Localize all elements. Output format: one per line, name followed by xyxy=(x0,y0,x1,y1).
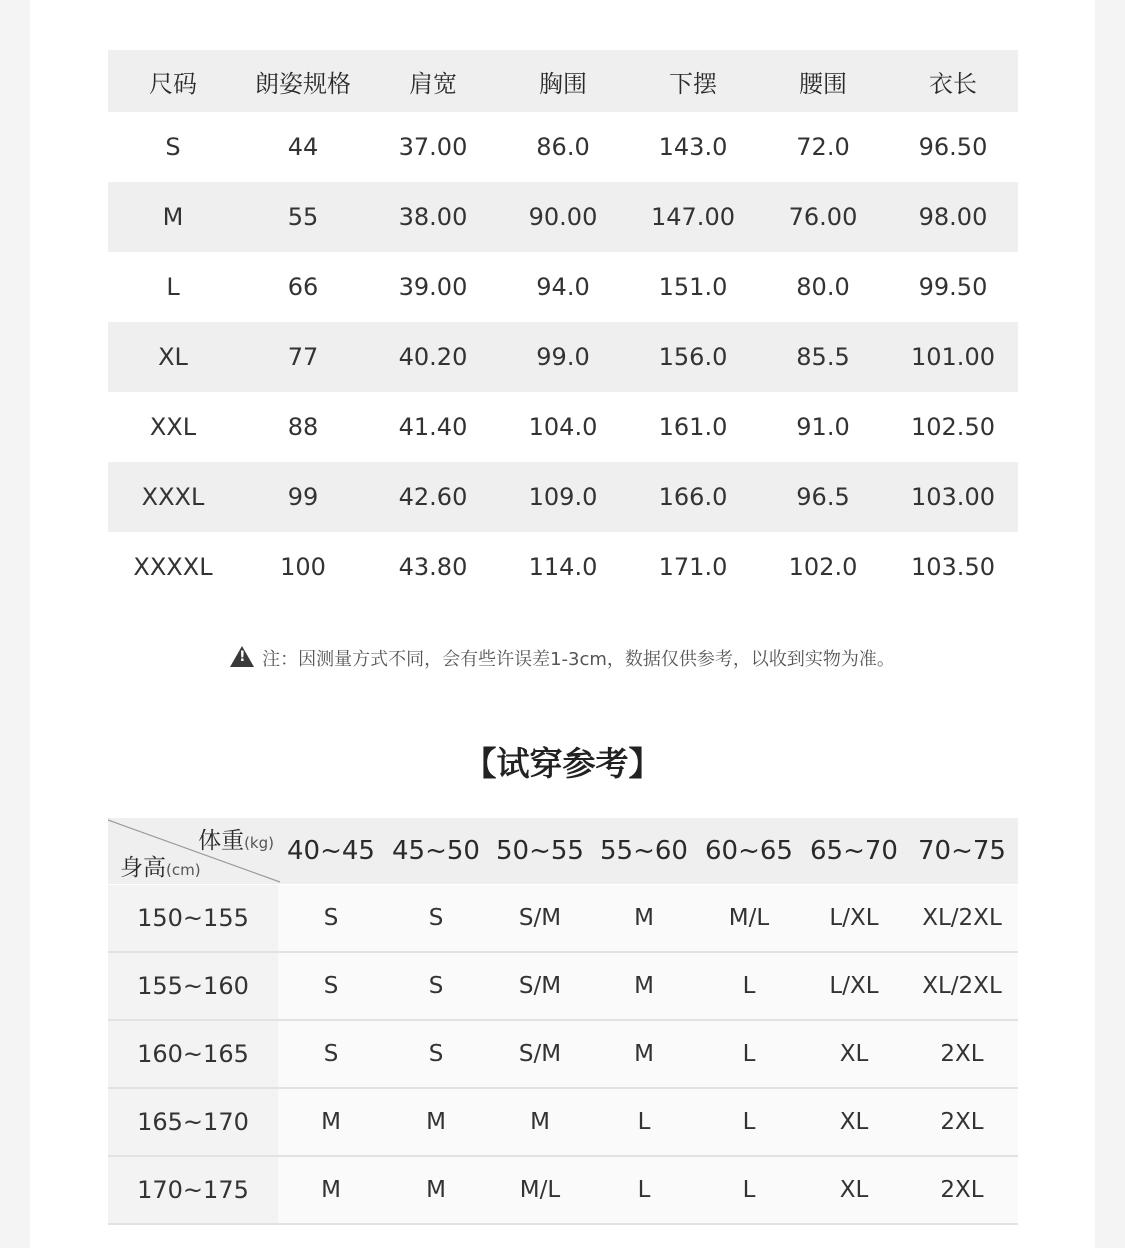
cell-spec: 99 xyxy=(238,462,368,532)
cell-size: XXL xyxy=(149,413,197,441)
fit-size-cell: M xyxy=(384,1088,488,1156)
cell-length: 101.00 xyxy=(888,322,1018,392)
cell-length: 96.50 xyxy=(918,133,988,161)
table-row xyxy=(108,182,1018,252)
note-text: 注：因测量方式不同，会有些许误差1-3cm，数据仅供参考，以收到实物为准。 xyxy=(262,649,895,670)
fit-size-cell: M xyxy=(592,1020,696,1088)
fit-size-cell: L xyxy=(592,1088,696,1156)
weight-range-header: 50~55 xyxy=(488,818,592,885)
fit-size-cell: S xyxy=(384,885,488,953)
cell-waist: 85.5 xyxy=(758,322,888,392)
height-range-cell: 160~165 xyxy=(108,1020,278,1088)
cell-size: S xyxy=(165,133,181,161)
fit-size-cell: 2XL xyxy=(906,1088,1018,1156)
fit-size-cell: L xyxy=(592,1156,696,1224)
table-row xyxy=(108,322,1018,392)
weight-unit: (kg) xyxy=(244,834,274,852)
cell-hem: 147.00 xyxy=(628,182,758,252)
cell-spec: 100 xyxy=(280,553,326,581)
table-row xyxy=(108,112,1018,182)
cell-shoulder: 43.80 xyxy=(398,553,468,581)
cell-size: L xyxy=(166,273,180,301)
fit-size-cell: M/L xyxy=(488,1156,592,1224)
cell-hem: 156.0 xyxy=(628,322,758,392)
weight-range-header: 40~45 xyxy=(278,818,384,885)
fit-size-cell: S xyxy=(384,1020,488,1088)
cell-hem: 161.0 xyxy=(658,413,728,441)
weight-range-header: 45~50 xyxy=(384,818,488,885)
table-row xyxy=(108,462,1018,532)
fit-size-cell: S xyxy=(278,885,384,953)
fit-size-cell: L xyxy=(696,1020,802,1088)
fit-size-cell: L xyxy=(696,1156,802,1224)
cell-waist: 91.0 xyxy=(796,413,850,441)
cell-shoulder: 38.00 xyxy=(368,182,498,252)
height-range-cell: 150~155 xyxy=(108,885,278,953)
cell-size: XL xyxy=(108,322,238,392)
fit-size-cell: XL xyxy=(802,1088,906,1156)
header-bust: 胸围 xyxy=(498,50,628,112)
height-range-cell: 170~175 xyxy=(108,1156,278,1224)
fit-size-cell: L xyxy=(696,952,802,1020)
cell-size: XXXXL xyxy=(133,553,213,581)
cell-length: 102.50 xyxy=(911,413,995,441)
cell-hem: 151.0 xyxy=(658,273,728,301)
cell-spec: 44 xyxy=(287,133,319,161)
weight-label xyxy=(198,822,274,855)
header-length: 衣长 xyxy=(888,50,1018,112)
height-label xyxy=(120,849,201,882)
cell-size: M xyxy=(108,182,238,252)
fit-size-cell: M xyxy=(384,1156,488,1224)
fit-size-cell: XL/2XL xyxy=(906,885,1018,953)
cell-spec: 55 xyxy=(238,182,368,252)
cell-spec: 88 xyxy=(287,413,319,441)
cell-bust: 109.0 xyxy=(498,462,628,532)
cell-bust: 114.0 xyxy=(528,553,598,581)
fit-size-cell: S xyxy=(278,952,384,1020)
cell-length: 98.00 xyxy=(888,182,1018,252)
header-shoulder: 肩宽 xyxy=(368,50,498,112)
fit-size-cell: L xyxy=(696,1088,802,1156)
table-row xyxy=(108,252,1018,322)
measurement-note xyxy=(0,645,1125,671)
cell-length: 103.00 xyxy=(888,462,1018,532)
fit-size-cell: S/M xyxy=(488,1020,592,1088)
cell-shoulder: 37.00 xyxy=(398,133,468,161)
header-size: 尺码 xyxy=(108,50,238,112)
cell-hem: 171.0 xyxy=(658,553,728,581)
table-row xyxy=(108,1156,1018,1224)
cell-bust: 94.0 xyxy=(536,273,590,301)
weight-range-header: 70~75 xyxy=(906,818,1018,885)
fit-size-cell: XL/2XL xyxy=(906,952,1018,1020)
fit-size-cell: M xyxy=(278,1088,384,1156)
cell-shoulder: 39.00 xyxy=(398,273,468,301)
cell-spec: 66 xyxy=(287,273,319,301)
fit-reference-table xyxy=(108,818,1018,1225)
cell-shoulder: 41.40 xyxy=(398,413,468,441)
height-unit: (cm) xyxy=(166,861,201,879)
cell-bust: 99.0 xyxy=(498,322,628,392)
height-range-cell: 155~160 xyxy=(108,952,278,1020)
table-row xyxy=(108,1088,1018,1156)
table-row xyxy=(108,952,1018,1020)
cell-waist: 96.5 xyxy=(758,462,888,532)
fit-size-cell: M/L xyxy=(696,885,802,953)
cell-spec: 77 xyxy=(238,322,368,392)
cell-length: 103.50 xyxy=(911,553,995,581)
fit-size-cell: XL xyxy=(802,1020,906,1088)
cell-waist: 80.0 xyxy=(796,273,850,301)
height-label-text: 身高 xyxy=(120,855,166,881)
weight-range-header: 55~60 xyxy=(592,818,696,885)
weight-range-header: 65~70 xyxy=(802,818,906,885)
cell-shoulder: 40.20 xyxy=(368,322,498,392)
weight-label-text: 体重 xyxy=(198,828,245,854)
cell-bust: 86.0 xyxy=(536,133,590,161)
fit-size-cell: L/XL xyxy=(802,885,906,953)
size-chart-header-row xyxy=(108,50,1018,112)
size-chart-table xyxy=(108,50,1018,602)
warning-icon xyxy=(230,646,254,667)
weight-range-header: 60~65 xyxy=(696,818,802,885)
header-hem: 下摆 xyxy=(628,50,758,112)
fit-size-cell: M xyxy=(488,1088,592,1156)
cell-hem: 166.0 xyxy=(628,462,758,532)
cell-waist: 102.0 xyxy=(788,553,858,581)
corner-header-cell xyxy=(108,818,278,885)
fit-size-cell: L/XL xyxy=(802,952,906,1020)
fit-size-cell: XL xyxy=(802,1156,906,1224)
fit-size-cell: S/M xyxy=(488,952,592,1020)
table-row xyxy=(108,1020,1018,1088)
fit-size-cell: 2XL xyxy=(906,1156,1018,1224)
fit-reference-title: 【试穿参考】 xyxy=(463,744,662,783)
table-row xyxy=(108,532,1018,602)
fit-size-cell: 2XL xyxy=(906,1020,1018,1088)
fit-size-cell: S xyxy=(384,952,488,1020)
fit-size-cell: M xyxy=(278,1156,384,1224)
cell-bust: 104.0 xyxy=(528,413,598,441)
header-waist: 腰围 xyxy=(758,50,888,112)
cell-waist: 72.0 xyxy=(796,133,850,161)
table-row xyxy=(108,885,1018,953)
fit-size-cell: M xyxy=(592,885,696,953)
cell-waist: 76.00 xyxy=(758,182,888,252)
height-range-cell: 165~170 xyxy=(108,1088,278,1156)
header-brand-spec: 朗姿规格 xyxy=(238,50,368,112)
cell-length: 99.50 xyxy=(918,273,988,301)
fit-size-cell: M xyxy=(592,952,696,1020)
fit-size-cell: S/M xyxy=(488,885,592,953)
fit-size-cell: S xyxy=(278,1020,384,1088)
cell-size: XXXL xyxy=(108,462,238,532)
cell-bust: 90.00 xyxy=(498,182,628,252)
table-row xyxy=(108,392,1018,462)
cell-hem: 143.0 xyxy=(658,133,728,161)
fit-header-row xyxy=(108,818,1018,885)
cell-shoulder: 42.60 xyxy=(368,462,498,532)
